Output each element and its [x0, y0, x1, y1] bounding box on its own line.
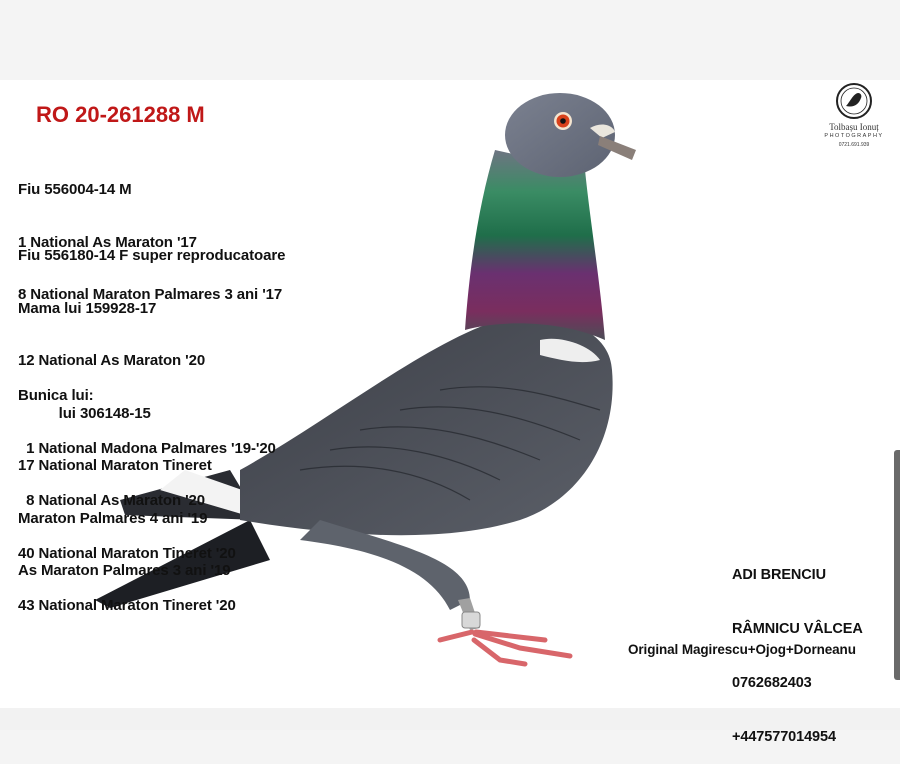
mother-line: As Maraton Palmares 3 ani '19	[18, 562, 231, 579]
logo-phone: 0721.691.939	[838, 142, 870, 148]
father-line: Fiu 556004-14 M	[18, 181, 132, 198]
mother-line: 12 National As Maraton '20	[18, 352, 206, 369]
pigeon-logo-icon	[834, 82, 874, 120]
logo-name: Tolbașu Ionuț	[829, 122, 879, 132]
grandmother-line: 1 National Madona Palmares '19-'20	[18, 439, 276, 457]
breeder-name: ADI BRENCIU	[732, 567, 826, 583]
mother-line: Maraton Palmares 4 ani '19	[18, 509, 208, 527]
origin-line: Original Magirescu+Ojog+Dorneanu	[628, 642, 856, 657]
grandmother-line: Bunica lui:	[18, 387, 94, 404]
father-line: 8 National Maraton Palmares 3 ani '17	[18, 286, 283, 303]
breeder-phone: 0762682403	[732, 675, 812, 691]
mother-line: Mama lui 159928-17	[18, 299, 157, 317]
mother-line: Fiu 556180-14 F super reproducatoare	[18, 247, 286, 264]
grandmother-line: 8 National As Maraton '20	[18, 492, 206, 509]
father-line: 1 National As Maraton '17	[18, 233, 197, 251]
grandmother-line: 40 National Maraton Tineret '20	[18, 544, 236, 562]
mother-line: lui 306148-15	[18, 404, 151, 422]
mother-line: 17 National Maraton Tineret	[18, 457, 212, 474]
grandmother-block	[18, 352, 276, 632]
ring-number: RO 20-261288 M	[36, 102, 205, 127]
breeder-location: RÂMNICU VÂLCEA	[732, 621, 863, 637]
photographer-logo	[808, 82, 900, 152]
grandmother-line: 43 National Maraton Tineret '20	[18, 597, 236, 614]
logo-subtitle: PHOTOGRAPHY	[824, 133, 884, 139]
breeder-phone-uk: +447577014954	[732, 729, 836, 745]
